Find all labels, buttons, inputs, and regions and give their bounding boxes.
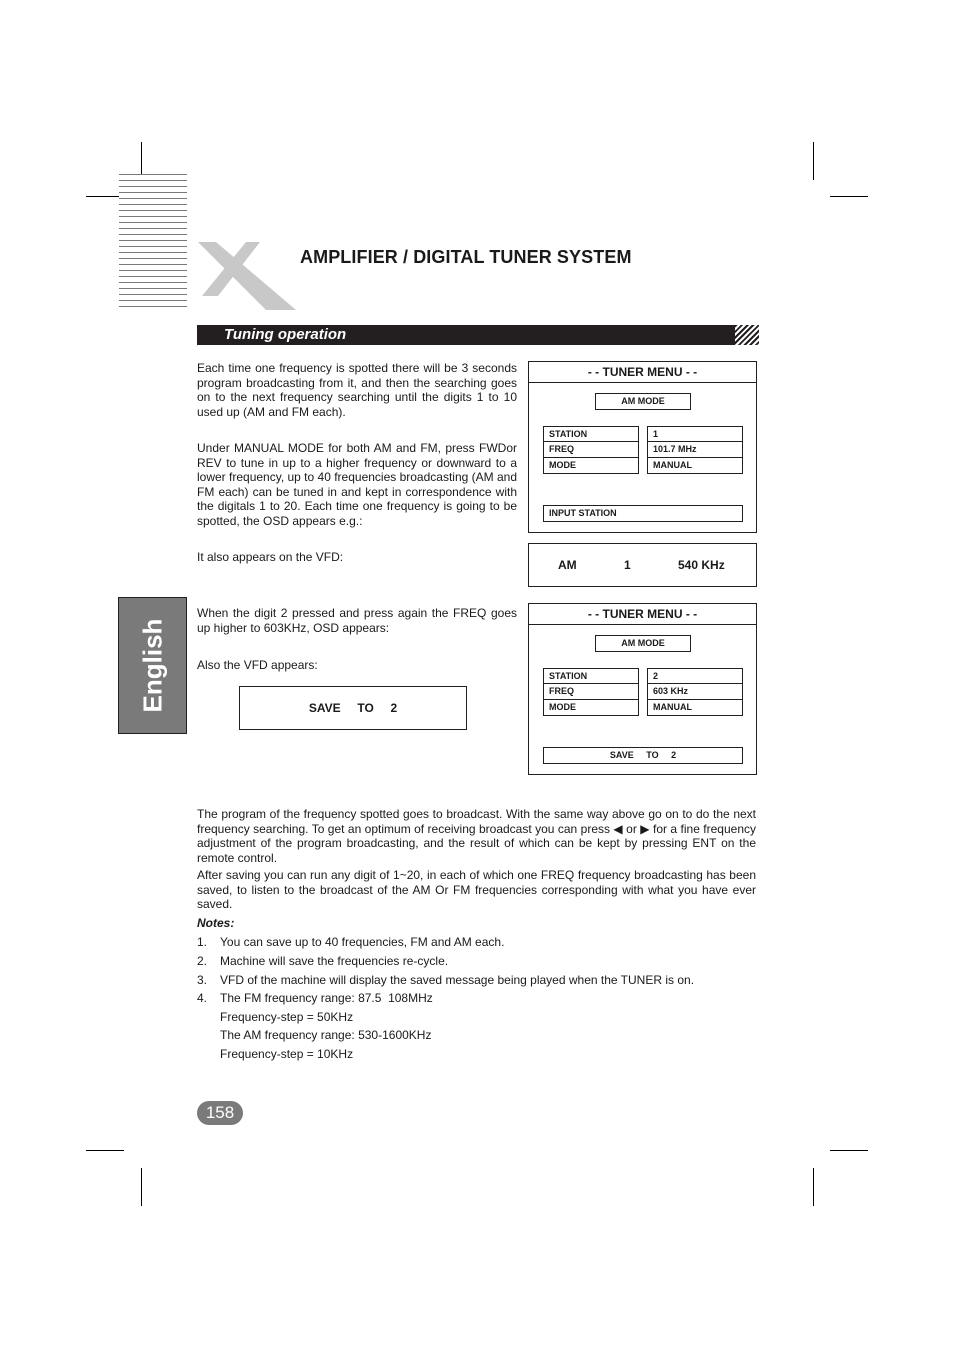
language-tab-text: English — [137, 618, 167, 713]
osd-footer: SAVE TO 2 — [543, 747, 743, 764]
x-logo-icon — [196, 240, 302, 312]
osd-panel-1 — [528, 361, 757, 533]
crop-mark — [813, 142, 814, 180]
osd-label: FREQ — [543, 441, 639, 458]
note-extra: Frequency-step = 10KHz — [220, 1047, 354, 1061]
vfd-text: SAVE TO 2 — [308, 701, 398, 715]
paragraph: The program of the frequency spotted goes to broadcast. With the same way above go on to do the next frequency searching. To get an optimum of receiving broadcast you can press ◀ or ▶ for a fine frequency adjustment of the program broadcasting, and the result of which can be kept by pressing ENT on the remote control. — [197, 807, 756, 865]
crop-mark — [830, 196, 868, 197]
osd-value: MANUAL — [647, 699, 743, 716]
note-text: Machine will save the frequencies re-cycle. — [220, 954, 449, 968]
note-number: 1. — [197, 935, 208, 949]
osd-value: 1 — [647, 426, 743, 442]
paragraph: Under MANUAL MODE for both AM and FM, press FWDor REV to tune in up to a higher frequency or downward to a lower frequency, up to 40 frequencies broadcasting (AM and FM each) can be tuned in and kept in correspondence with the digitals 1 to 20. Each time one frequency is going to be spotted, the OSD appears e.g.: — [197, 441, 517, 528]
vfd-station: 1 — [624, 558, 631, 572]
decorative-stripes — [119, 174, 187, 312]
paragraph: When the digit 2 pressed and press again the FREQ goes up higher to 603KHz, OSD appears: — [197, 606, 517, 635]
osd-label: STATION — [543, 426, 639, 442]
crop-mark — [813, 1168, 814, 1206]
note-text: VFD of the machine will display the saved message being played when the TUNER is on. — [220, 973, 695, 987]
vfd-display-2 — [239, 686, 467, 730]
paragraph: After saving you can run any digit of 1~20, in each of which one FREQ frequency broadcasting has been saved, to listen to the broadcast of the AM Or FM frequencies corresponding with what you have ever saved. — [197, 868, 756, 911]
notes-heading: Notes: — [197, 916, 235, 930]
osd-label: FREQ — [543, 683, 639, 700]
osd-value: 2 — [647, 668, 743, 684]
osd-mode-box: AM MODE — [595, 635, 691, 652]
osd-mode-box: AM MODE — [595, 393, 691, 410]
page-title: AMPLIFIER / DIGITAL TUNER SYSTEM — [300, 247, 632, 267]
paragraph: Each time one frequency is spotted there will be 3 seconds program broadcasting from it, and then the searching goes on to the next frequency searching until the digits 1 to 10 used up (AM and FM each). — [197, 361, 517, 419]
osd-header: - - TUNER MENU - - — [529, 604, 756, 625]
osd-label: MODE — [543, 699, 639, 716]
note-number: 3. — [197, 973, 208, 987]
note-text: You can save up to 40 frequencies, FM and AM each. — [220, 935, 505, 949]
crop-mark — [141, 1168, 142, 1206]
note-extra: The AM frequency range: 530-1600KHz — [220, 1028, 432, 1042]
vfd-frequency: 540 KHz — [678, 558, 725, 572]
note-text: The FM frequency range: 87.5 108MHz — [220, 991, 433, 1005]
crop-mark — [86, 1150, 124, 1151]
vfd-band: AM — [558, 558, 577, 572]
note-number: 4. — [197, 991, 208, 1005]
crop-mark — [830, 1150, 868, 1151]
osd-footer: INPUT STATION — [543, 505, 743, 522]
language-tab-label — [118, 597, 187, 734]
note-extra: Frequency-step = 50KHz — [220, 1010, 354, 1024]
osd-value: 603 KHz — [647, 683, 743, 700]
note-number: 2. — [197, 954, 208, 968]
osd-header: - - TUNER MENU - - — [529, 362, 756, 383]
paragraph: Also the VFD appears: — [197, 658, 318, 672]
paragraph: It also appears on the VFD: — [197, 550, 344, 564]
page-number: 158 — [197, 1101, 243, 1125]
osd-label: STATION — [543, 668, 639, 684]
osd-panel-2 — [528, 603, 757, 775]
section-title: Tuning operation — [224, 326, 347, 343]
osd-value: MANUAL — [647, 457, 743, 474]
section-bar-hatch — [735, 325, 759, 345]
vfd-display-1 — [528, 543, 757, 587]
osd-value: 101.7 MHz — [647, 441, 743, 458]
osd-label: MODE — [543, 457, 639, 474]
